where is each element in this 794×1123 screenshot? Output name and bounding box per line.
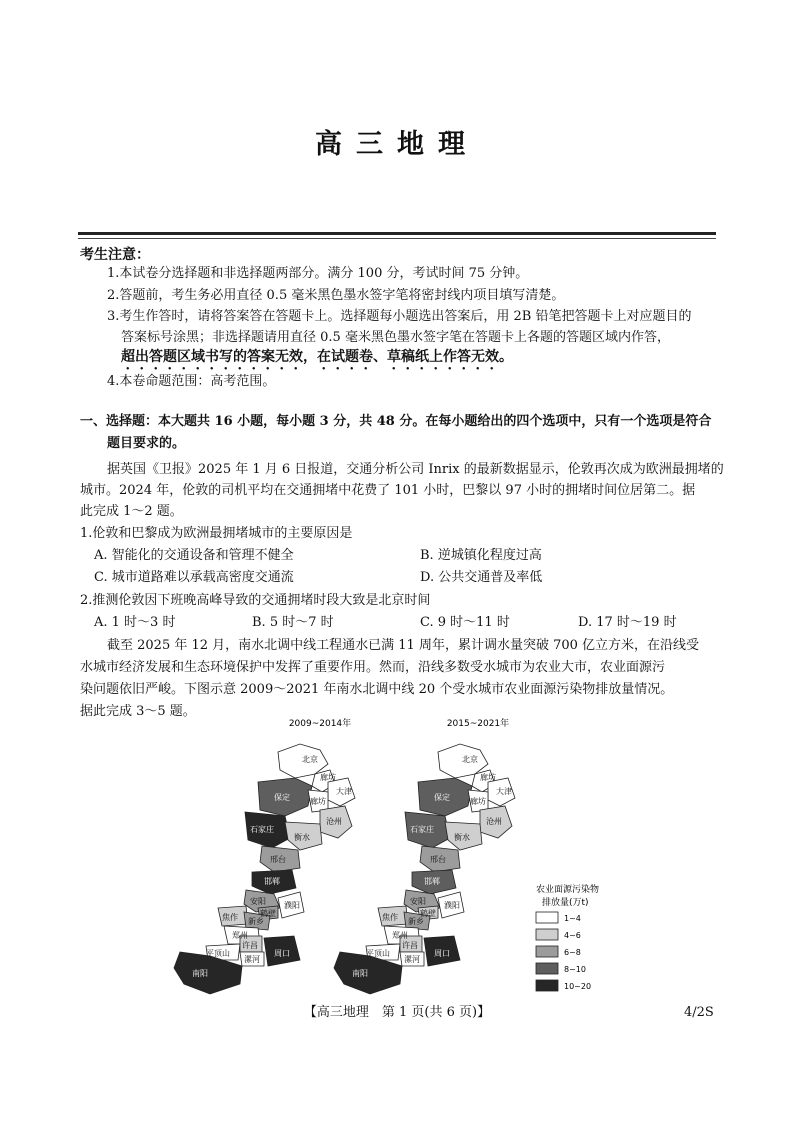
left-label-xingtai: 邢台: [270, 855, 286, 864]
notice-item-4: 4.本卷命题范围：高考范围。: [107, 374, 276, 389]
right-label-puyang: 濮阳: [444, 901, 460, 910]
left-label-luohe: 漯河: [244, 955, 260, 964]
right-label-xinxiang: 新乡: [408, 917, 424, 926]
left-label-zhengzhou: 郑州: [232, 931, 248, 940]
page-footer: 【高三地理 第 1 页(共 6 页)】: [303, 1005, 491, 1020]
notice-heading: 考生注意：: [80, 247, 150, 263]
passage1-line-3: 此完成 1～2 题。: [80, 504, 183, 519]
left-label-anyang: 安阳: [250, 897, 266, 906]
legend-label: 10~20: [564, 982, 592, 991]
map-legend: [536, 883, 599, 991]
right-label-cangzhou: 沧州: [486, 817, 502, 826]
q2-option-d: D. 17 时～19 时: [578, 615, 677, 630]
q1-option-b: B. 逆城镇化程度过高: [420, 548, 542, 563]
section-heading: 一、选择题：本大题共 16 小题，每小题 3 分，共 48 分。在每小题给出的四个选项中，只有一个选项是符合: [80, 414, 712, 429]
right-label-xingtai: 邢台: [430, 855, 446, 864]
page-title: 高三地理: [315, 129, 479, 160]
legend-label: 8~10: [564, 965, 586, 974]
right-label-hengshui: 衡水: [454, 833, 470, 842]
left-label-langfang-n: 廊坊: [320, 773, 336, 782]
left-label-puyang: 濮阳: [284, 901, 300, 910]
left-label-handan: 邯郸: [264, 877, 280, 886]
right-map-title: 2015~2021年: [446, 719, 510, 729]
legend-label: 4~6: [564, 931, 581, 940]
right-label-baoding: 保定: [434, 793, 450, 802]
right-label-zhoukou: 周口: [434, 949, 450, 958]
notice-item-2: 2.答题前，考生务必用直径 0.5 毫米黑色墨水签字笔将密封线内项目填写清楚。: [107, 288, 565, 303]
right-label-beijing: 北京: [462, 755, 478, 764]
right-label-tianjin: 大津: [496, 787, 512, 796]
legend-swatch: [536, 946, 558, 957]
left-label-zhoukou: 周口: [274, 949, 290, 958]
legend-label: 1~4: [564, 914, 581, 923]
page-code: 4/2S: [684, 1005, 714, 1020]
legend-swatch: [536, 912, 558, 923]
q1-option-c: C. 城市道路难以承载高密度交通流: [94, 570, 294, 585]
left-label-hengshui: 衡水: [294, 833, 310, 842]
q1-stem: 1.伦敦和巴黎成为欧洲最拥堵城市的主要原因是: [80, 526, 353, 541]
right-label-pingdingshan: 平顶山: [366, 949, 390, 958]
right-label-xuchang: 许昌: [402, 941, 418, 950]
q2-stem: 2.推测伦敦因下班晚高峰导致的交通拥堵时段大致是北京时间: [80, 593, 431, 608]
left-label-tianjin: 大津: [336, 787, 352, 796]
legend-label: 6~8: [564, 948, 581, 957]
left-label-beijing: 北京: [302, 755, 318, 764]
right-label-shijiazhuang: 石家庄: [410, 825, 434, 834]
legend-title-line1: 农业面源污染物: [536, 885, 600, 895]
header-rule-thin: [78, 238, 716, 239]
left-label-baoding: 保定: [274, 793, 290, 802]
legend-swatch: [536, 963, 558, 974]
left-label-shijiazhuang: 石家庄: [250, 825, 274, 834]
right-label-handan: 邯郸: [424, 877, 440, 886]
q2-option-a: A. 1 时～3 时: [94, 615, 176, 630]
left-label-jiaozuo: 焦作: [222, 913, 238, 922]
notice-item-3-cont: 答案标号涂黑；非选择题请用直径 0.5 毫米黑色墨水签字笔在答题卡上各题的答题区域内作答，: [121, 330, 670, 345]
q1-option-a: A. 智能化的交通设备和管理不健全: [94, 548, 294, 563]
legend-title-line2: 排放量(万t): [542, 898, 589, 908]
passage2-line-3: 染问题依旧严峻。下图示意 2009～2021 年南水北调中线 20 个受水城市农业面源污染物排放量情况。: [80, 682, 674, 697]
right-label-luohe: 漯河: [404, 955, 420, 964]
right-label-jiaozuo: 焦作: [382, 913, 398, 922]
passage2-line-2: 水城市经济发展和生态环境保护中发挥了重要作用。然而，沿线多数受水城市为农业大市，农业面源污: [80, 660, 666, 675]
left-map-title: 2009~2014年: [288, 719, 352, 729]
right-label-hebi: 鹤壁: [420, 909, 436, 918]
q2-option-b: B. 5 时～7 时: [252, 615, 334, 630]
pollution-maps-figure: [170, 712, 640, 1002]
notice-item-3: 3.考生作答时，请将答案答在答题卡上。选择题每小题选出答案后，用 2B 铅笔把答题卡上对应题目的: [107, 309, 692, 324]
legend-swatch: [536, 929, 558, 940]
left-label-nanyang: 南阳: [192, 969, 208, 978]
passage1-line-2: 城市。2024 年，伦敦的司机平均在交通拥堵中花费了 101 小时，巴黎以 97 小时的拥堵时间位居第二。据: [80, 483, 696, 498]
right-label-anyang: 安阳: [410, 897, 426, 906]
left-label-xinxiang: 新乡: [248, 917, 264, 926]
right-label-langfang-n: 廊坊: [480, 773, 496, 782]
passage2-line-1: 截至 2025 年 12 月，南水北调中线工程通水已满 11 周年，累计调水量突破 700 亿立方米，在沿线受: [107, 638, 700, 653]
notice-item-1: 1.本试卷分选择题和非选择题两部分。满分 100 分，考试时间 75 分钟。: [107, 266, 529, 281]
header-rule-thick: [78, 232, 716, 235]
left-label-pingdingshan: 平顶山: [206, 949, 230, 958]
right-label-langfang: 廊坊: [470, 797, 486, 806]
right-label-zhengzhou: 郑州: [392, 931, 408, 940]
passage2-line-4: 据此完成 3～5 题。: [80, 704, 196, 719]
left-label-hebi: 鹤壁: [260, 909, 276, 918]
q1-option-d: D. 公共交通普及率低: [420, 570, 543, 585]
left-label-langfang: 廊坊: [310, 797, 326, 806]
section-heading-cont: 题目要求的。: [107, 436, 186, 451]
q2-option-c: C. 9 时～11 时: [420, 615, 510, 630]
passage1-line-1: 据英国《卫报》2025 年 1 月 6 日报道，交通分析公司 Inrix 的最新数据显示，伦敦再次成为欧洲最拥堵的: [107, 462, 724, 477]
legend-swatch: [536, 980, 558, 991]
right-label-nanyang: 南阳: [352, 969, 368, 978]
left-label-cangzhou: 沧州: [326, 817, 342, 826]
left-label-xuchang: 许昌: [242, 941, 258, 950]
notice-item-3-emphasis: 超出答题区域书写的答案无效，在试题卷、草稿纸上作答无效。: [121, 349, 513, 365]
